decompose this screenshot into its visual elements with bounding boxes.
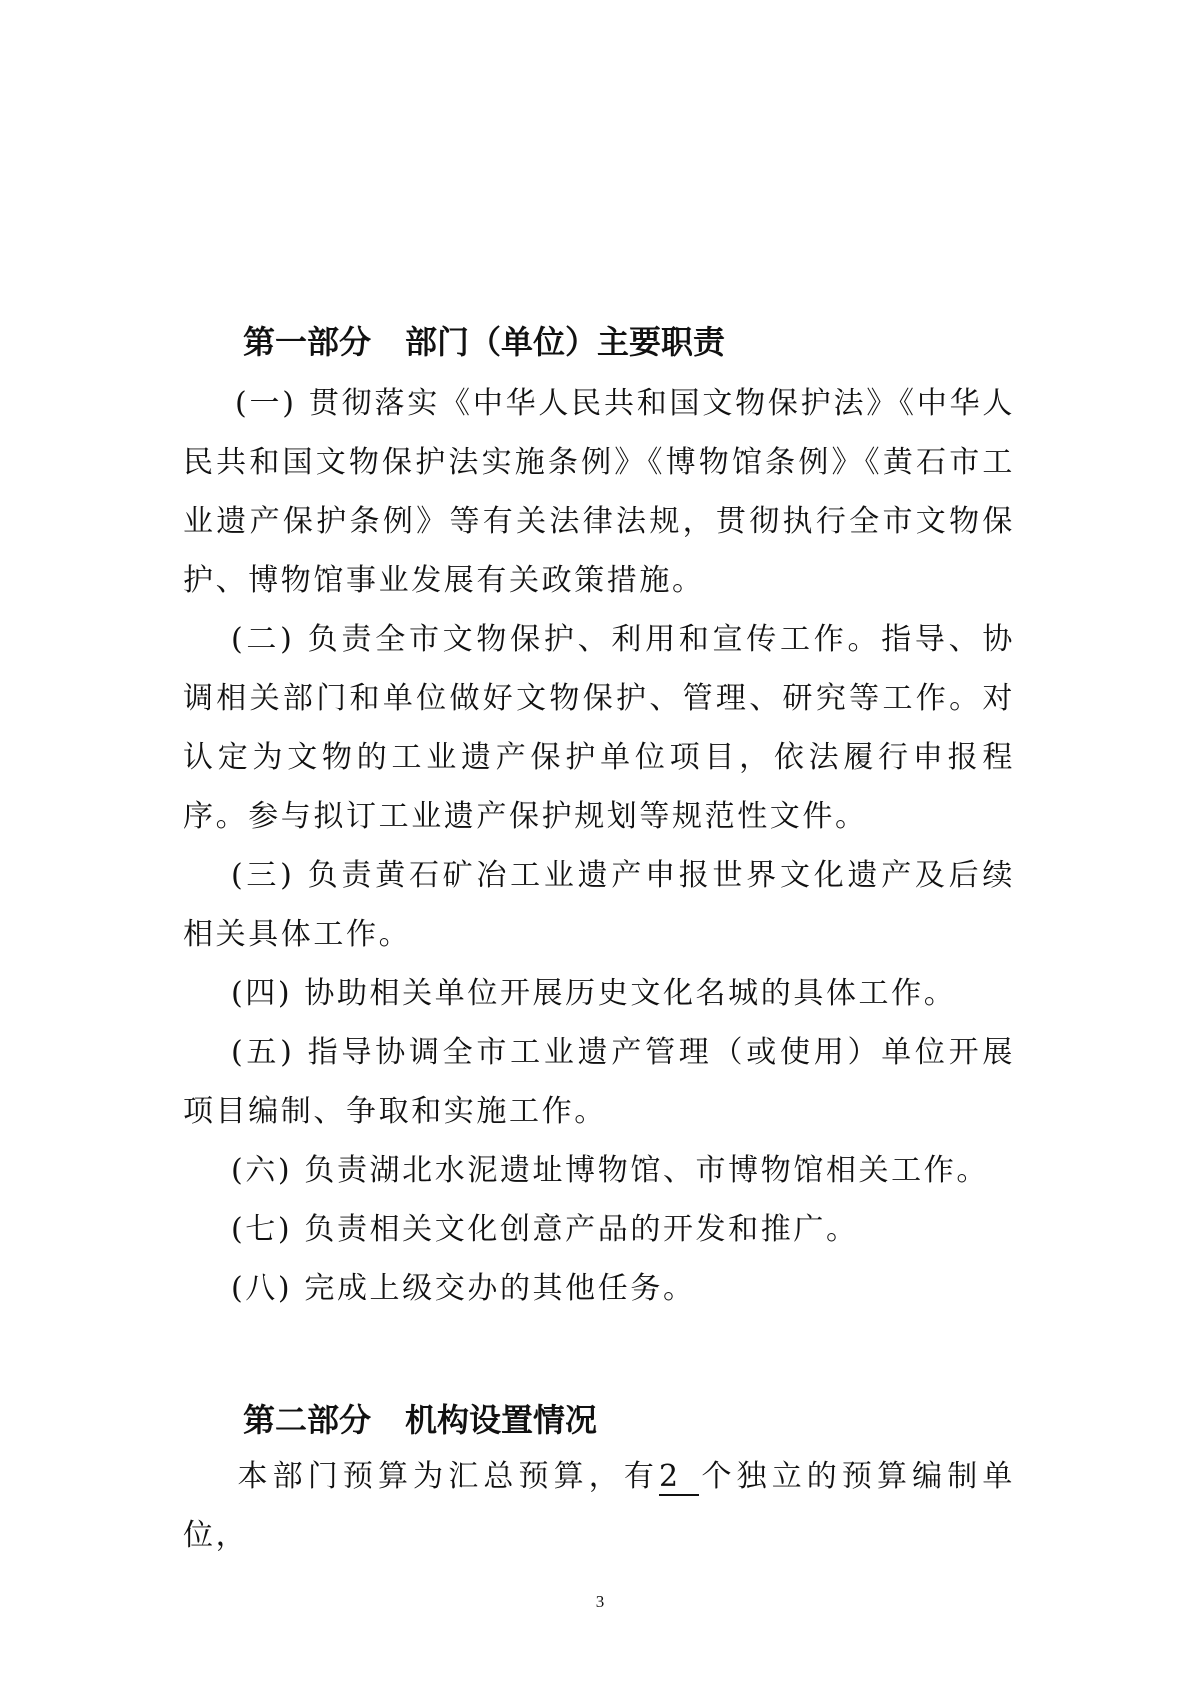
section1-heading (243, 322, 725, 362)
duty-item-5: (五) 指导协调全市工业遗产管理（或使用）单位开展项目编制、争取和实施工作。 (183, 1035, 1015, 1129)
section2-heading (243, 1400, 597, 1440)
unit-count: 2 (659, 1460, 699, 1496)
section2-title: 机构设置情况 (405, 1401, 598, 1439)
duty-item-7: (七) 负责相关文化创意产品的开发和推广。 (231, 1212, 859, 1247)
section1-number: 第一部分 (243, 323, 372, 361)
duty-item-3: (三) 负责黄石矿冶工业遗产申报世界文化遗产及后续相关具体工作。 (183, 858, 1015, 952)
section2-text-before: 本部门预算为汇总预算，有 (235, 1459, 659, 1494)
duty-item-1: (一) 贯彻落实《中华人民共和国文物保护法》《中华人民共和国文物保护法实施条例》《博物馆条例》《黄石市工业遗产保护条例》等有关法律法规，贯彻执行全市文物保护、博物馆事业发展有关政策措施。 (183, 386, 1015, 598)
section2-text-after: 个独立的预算编制单位， (183, 1459, 1015, 1553)
section2-number: 第二部分 (243, 1401, 372, 1439)
page-number: 3 (595, 1592, 605, 1611)
duty-item-4: (四) 协助相关单位开展历史文化名城的具体工作。 (231, 976, 957, 1011)
duty-item-2: (二) 负责全市文物保护、利用和宣传工作。指导、协调相关部门和单位做好文物保护、管理、研究等工作。对认定为文物的工业遗产保护单位项目，依法履行申报程序。参与拟订工业遗产保护规划等规范性文件。 (183, 622, 1015, 834)
duty-item-6: (六) 负责湖北水泥遗址博物馆、市博物馆相关工作。 (231, 1153, 989, 1188)
section2-paragraph (183, 1447, 1015, 1565)
section1-title: 部门（单位）主要职责 (405, 323, 726, 361)
duty-item-8: (八) 完成上级交办的其他任务。 (231, 1271, 696, 1306)
